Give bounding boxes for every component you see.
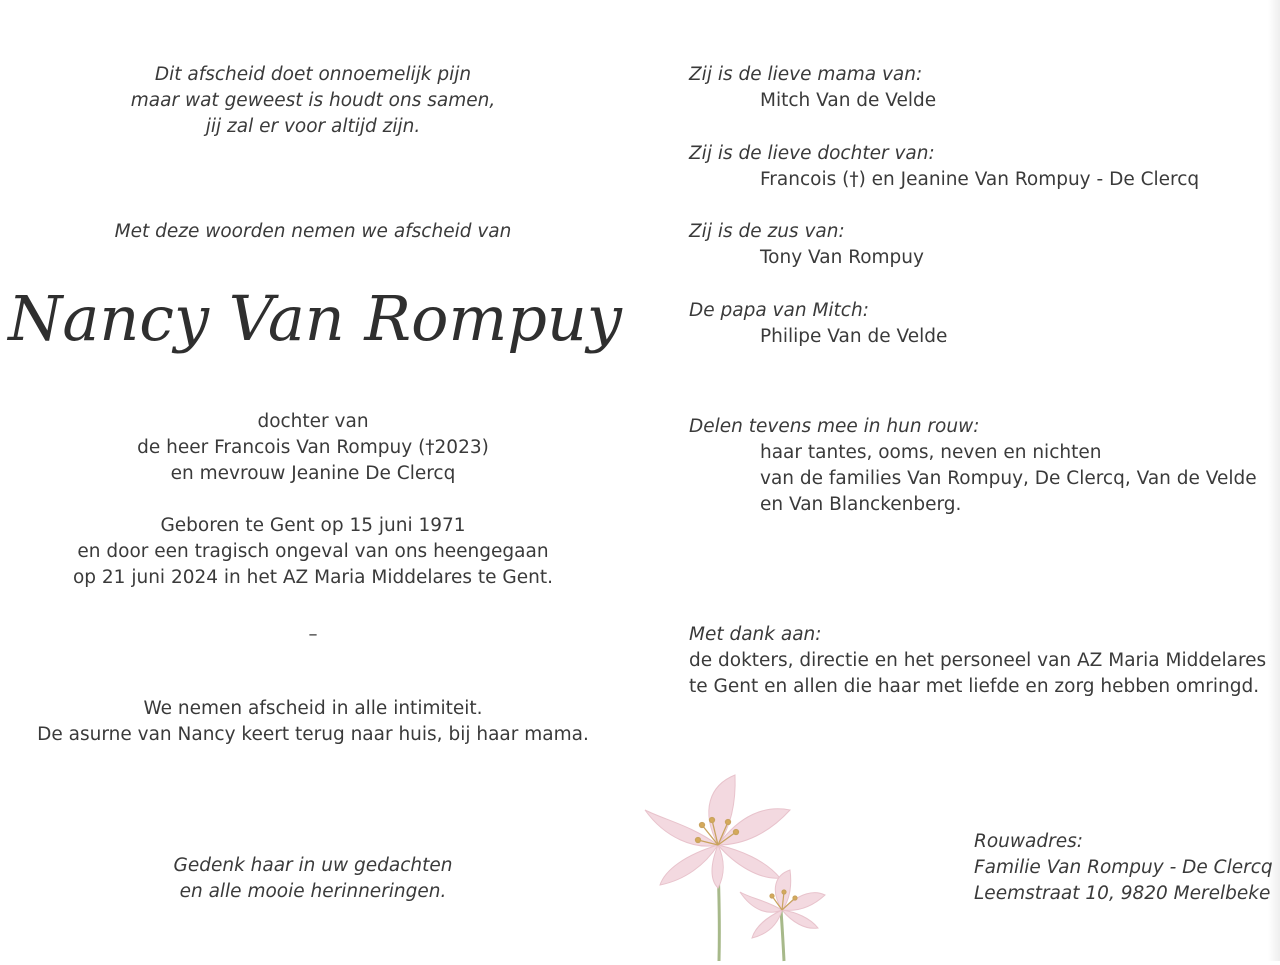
parents-block [0, 409, 626, 487]
life-line: op 21 juni 2024 in het AZ Maria Middelares te Gent. [72, 567, 554, 588]
family-heading: Zij is de lieve dochter van: [689, 143, 935, 164]
mourning-heading: Delen tevens mee in hun rouw: [689, 416, 980, 437]
poem-line: maar wat geweest is houdt ons samen, [130, 90, 496, 111]
remember-line: Gedenk haar in uw gedachten [173, 855, 453, 876]
parents-line: en mevrouw Jeanine De Clercq [170, 463, 456, 484]
family-name: Mitch Van de Velde [760, 90, 937, 111]
mourning-block [689, 414, 1257, 518]
remember-line: en alle mooie herinneringen. [179, 881, 447, 902]
mourning-line: van de families Van Rompuy, De Clercq, Van de Velde [760, 468, 1257, 489]
address-heading: Rouwadres: [974, 831, 1083, 852]
poem-line: jij zal er voor altijd zijn. [205, 116, 421, 137]
poem-line: Dit afscheid doet onnoemelijk pijn [154, 64, 472, 85]
family-mama [689, 62, 936, 114]
life-block [0, 513, 626, 591]
address-line: Familie Van Rompuy - De Clercq [974, 857, 1273, 878]
family-father [689, 298, 947, 350]
family-name: Philipe Van de Velde [760, 326, 948, 347]
page-edge [1268, 0, 1280, 961]
divider-dash: – [308, 624, 318, 645]
parents-line: de heer Francois Van Rompuy (†2023) [137, 437, 489, 458]
mourning-line: haar tantes, ooms, neven en nichten [760, 442, 1102, 463]
family-daughter [689, 141, 1199, 193]
family-heading: Zij is de zus van: [689, 221, 845, 242]
life-line: en door een tragisch ongeval van ons heengegaan [77, 541, 549, 562]
family-heading: Zij is de lieve mama van: [689, 64, 923, 85]
mourning-line: en Van Blanckenberg. [760, 494, 962, 515]
thanks-line: te Gent en allen die haar met liefde en zorg hebben omringd. [689, 676, 1260, 697]
deceased-name-signature [8, 272, 622, 372]
parents-line: dochter van [257, 411, 369, 432]
address-line: Leemstraat 10, 9820 Merelbeke [974, 883, 1271, 904]
farewell-line: We nemen afscheid in alle intimiteit. [143, 698, 483, 719]
farewell-block [0, 696, 626, 748]
thanks-block [689, 622, 1266, 700]
mourning-address [974, 829, 1273, 907]
lily-flower-icon [640, 770, 840, 961]
remember-block [0, 853, 626, 905]
thanks-line: de dokters, directie en het personeel van AZ Maria Middelares [689, 650, 1267, 671]
family-name: Francois (†) en Jeanine Van Rompuy - De Clercq [760, 169, 1200, 190]
intro-text: Met deze woorden nemen we afscheid van [114, 221, 512, 242]
deceased-name: Nancy Van Rompuy [8, 282, 622, 355]
farewell-line: De asurne van Nancy keert terug naar huis, bij haar mama. [37, 724, 589, 745]
family-name: Tony Van Rompuy [760, 247, 924, 268]
family-heading: De papa van Mitch: [689, 300, 869, 321]
family-sister [689, 219, 924, 271]
thanks-heading: Met dank aan: [689, 624, 822, 645]
life-line: Geboren te Gent op 15 juni 1971 [160, 515, 466, 536]
poem [0, 62, 626, 140]
